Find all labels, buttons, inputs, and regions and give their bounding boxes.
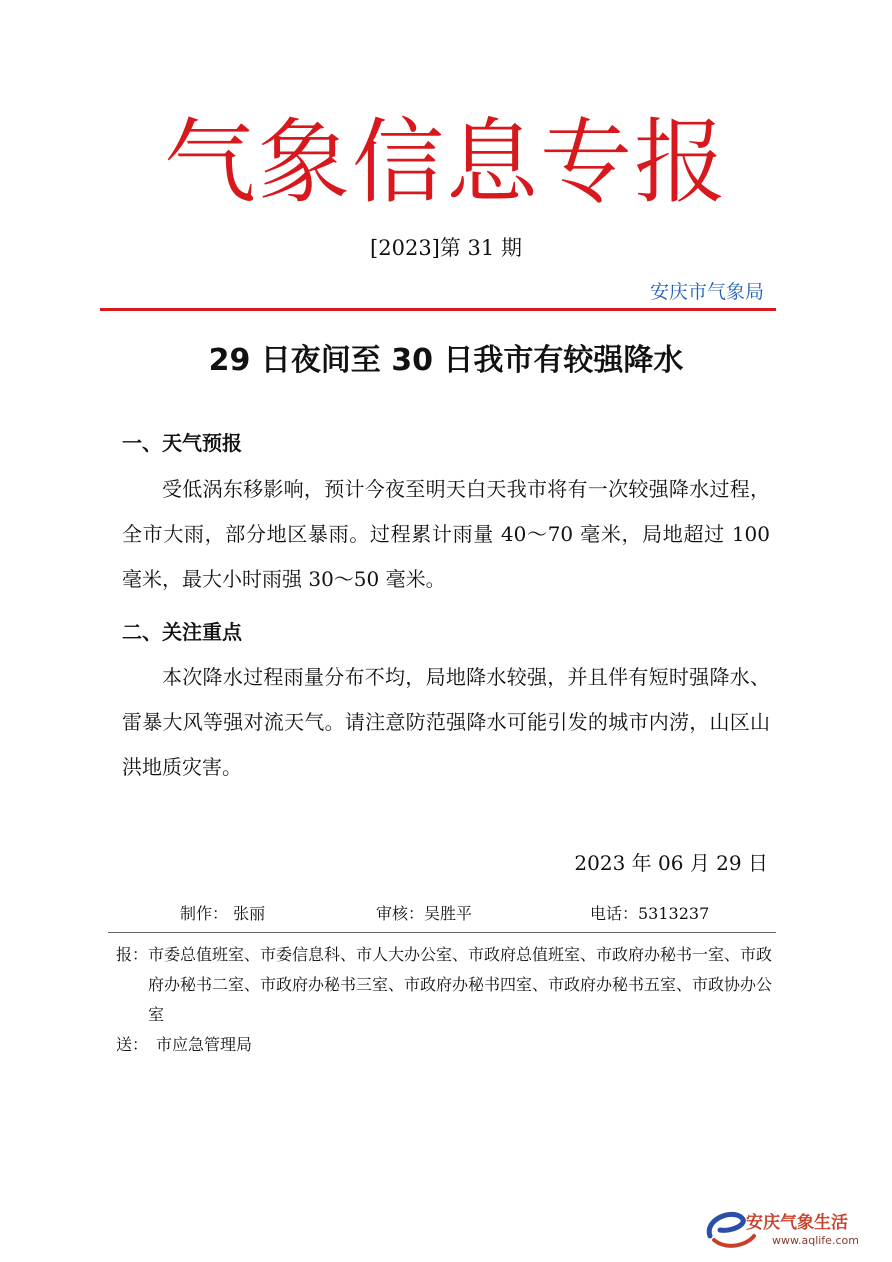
issue-number: [2023]第 31 期 bbox=[370, 236, 522, 260]
send-to-label: 送： bbox=[116, 1035, 149, 1054]
phone-label: 电话：5313237 bbox=[590, 904, 710, 923]
reviewer-label: 审核：吴胜平 bbox=[376, 904, 473, 923]
maker-label: 制作： 张丽 bbox=[180, 904, 266, 923]
issue-date: 2023 年 06 月 29 日 bbox=[574, 851, 768, 875]
masthead-title: 气象信息专报 bbox=[163, 109, 728, 216]
report-headline: 29 日夜间至 30 日我市有较强降水 bbox=[208, 343, 684, 378]
section-heading-focus: 二、关注重点 bbox=[122, 620, 242, 644]
send-to-list: 市应急管理局 bbox=[156, 1035, 253, 1054]
footer-divider bbox=[108, 932, 776, 933]
report-to-label: 报： bbox=[116, 945, 149, 964]
header-divider bbox=[100, 308, 776, 311]
section-body-forecast: 受低涡东移影响，预计今夜至明天白天我市将有一次较强降水过程，全市大雨，部分地区暴雨。过程累计雨量 40～70 毫米，局地超过 100 毫米，最大小时雨强 30～50 毫米。 bbox=[122, 477, 770, 591]
issuing-agency: 安庆市气象局 bbox=[649, 281, 764, 303]
section-heading-forecast: 一、天气预报 bbox=[122, 431, 242, 455]
watermark-name: 安庆气象生活 bbox=[746, 1213, 848, 1233]
section-body-focus: 本次降水过程雨量分布不均，局地降水较强，并且伴有短时强降水、雷暴大风等强对流天气。请注意防范强降水可能引发的城市内涝，山区山洪地质灾害。 bbox=[122, 665, 770, 779]
report-to-list: 市委总值班室、市委信息科、市人大办公室、市政府总值班室、市政府办秘书一室、市政府办秘书二室、市政府办秘书三室、市政府办秘书四室、市政府办秘书五室、市政协办公室 bbox=[148, 945, 773, 1024]
watermark-url: www.aqlife.com bbox=[772, 1234, 859, 1247]
source-watermark bbox=[702, 1206, 882, 1254]
